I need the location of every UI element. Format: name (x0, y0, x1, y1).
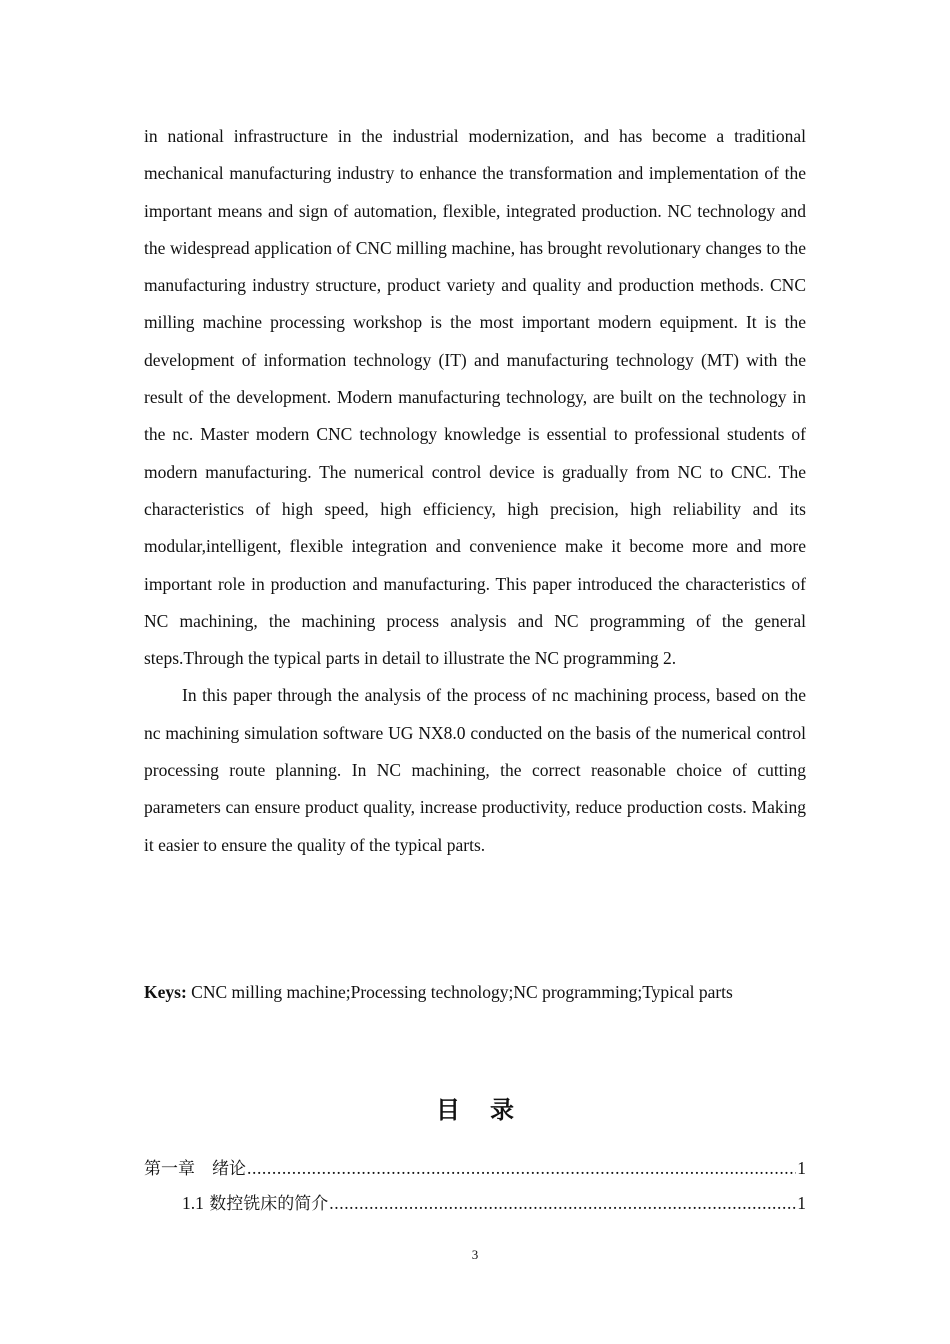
toc-entry-number: 1.1 (182, 1193, 204, 1213)
toc-leader-dots (247, 1156, 796, 1180)
toc-entry-label: 第一章 绪论 (144, 1159, 246, 1179)
toc-leader-dots (329, 1191, 796, 1215)
abstract-body (144, 118, 806, 864)
keywords-line (144, 979, 844, 1005)
toc-title: 目录 (436, 1096, 544, 1124)
abstract-paragraph-1: in national infrastructure in the industrial modernization, and has become a traditional mechanical manufacturing industry to enhance the transformation and implementation of the important means and sign of automation, flexible, integrated production. NC technology and the widespread application of CNC milling machine, has brought revolutionary changes to the manufacturing industry structure, product variety and quality and production methods. CNC milling machine processing workshop is the most important modern equipment. It is the development of information technology (IT) and manufacturing technology (MT) with the result of the development. Modern manufacturing technology, are built on the technology in the nc. Master modern CNC technology knowledge is essential to professional students of modern manufacturing. The numerical control device is gradually from NC to CNC. The characteristics of high speed, high efficiency, high precision, high reliability and its modular,intelligent, flexible integration and convenience make it become more and more important role in production and manufacturing. This paper introduced the characteristics of NC machining, the machining process analysis and NC programming of the general steps.Through the typical parts in detail to illustrate the NC programming 2. (144, 126, 806, 669)
toc-entry-label-wrap (182, 1191, 328, 1216)
toc-entry-page: 1 (797, 1158, 806, 1178)
abstract-paragraph-2: In this paper through the analysis of the process of nc machining process, based on the nc machining simulation software UG NX8.0 conducted on the basis of the numerical control processing route planning. In NC machining, the correct reasonable choice of cutting parameters can ensure product quality, increase productivity, reduce production costs. Making it easier to ensure the quality of the typical parts. (144, 685, 806, 855)
page-number: 3 (471, 1247, 479, 1262)
toc-entry-label: 数控铣床的简介 (209, 1194, 329, 1214)
toc-entry-chapter-1[interactable] (144, 1156, 806, 1181)
keywords-text: CNC milling machine;Processing technology;NC programming;Typical parts (186, 982, 733, 1002)
keywords-label: Keys: (144, 982, 187, 1002)
toc-entry-section-1-1[interactable] (182, 1191, 806, 1216)
toc-entry-page: 1 (797, 1193, 806, 1213)
